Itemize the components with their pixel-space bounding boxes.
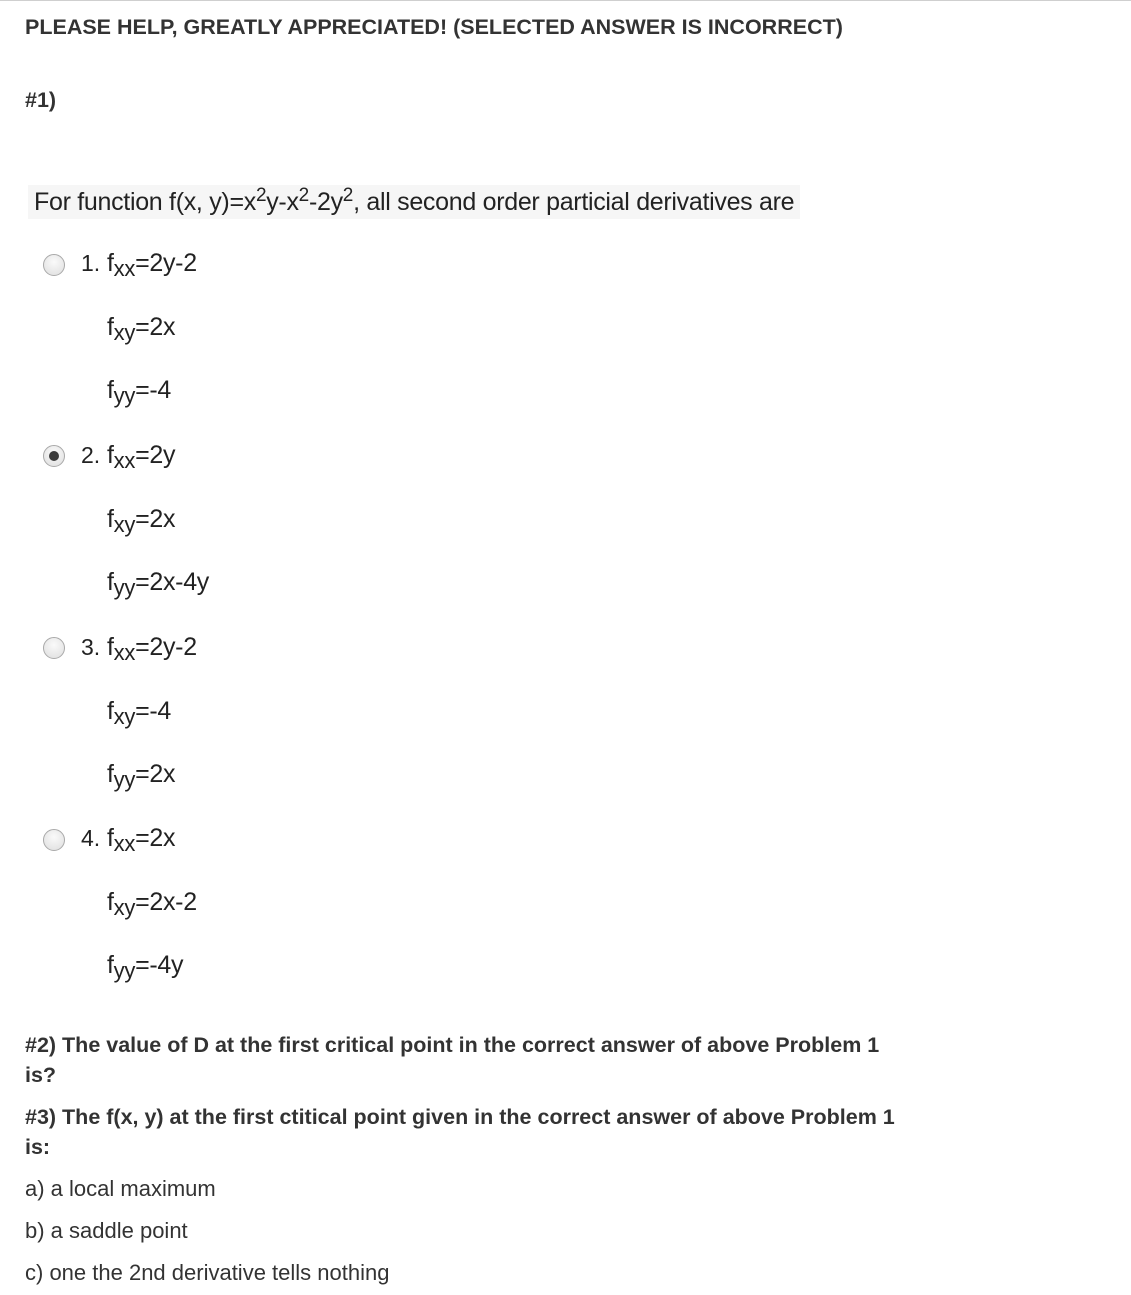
option-4-fxy: $f_{xy}=2x-2$: [107, 888, 197, 920]
option-4-fxx: $f_{xx}=2x$: [107, 824, 176, 856]
option-3-radio[interactable]: [43, 637, 65, 659]
option-1-fxx: $f_{xx}=2y-2$: [107, 249, 197, 281]
top-divider: [0, 0, 1131, 1]
question-1-text: For function f(x, $y)=x^2y-x^2-2y^2$, all second order particial derivatives are: [28, 185, 800, 219]
question-2-text: #2) The value of D at the first critical point in the correct answer of above Problem 1 is?: [25, 1033, 880, 1087]
option-1-fxy: $f_{xy}=2x$: [107, 313, 176, 345]
page-title: PLEASE HELP, GREATLY APPRECIATED! (SELECTED ANSWER IS INCORRECT): [25, 15, 843, 39]
question-3-choice-a: a) a local maximum: [25, 1176, 216, 1201]
option-2-number: 2.: [81, 442, 101, 468]
option-3-fxx: $f_{xx}=2y-2$: [107, 633, 197, 665]
question-3-text: #3) The f(x, y) at the first ctitical point given in the correct answer of above Problem 1 is:: [25, 1105, 895, 1159]
option-3-fxy: $f_{xy}=-4$: [107, 697, 171, 729]
option-1-number: 1.: [81, 250, 101, 276]
option-4-fyy: $f_{yy}=-4y$: [107, 951, 184, 983]
question-3-choice-b: b) a saddle point: [25, 1218, 188, 1243]
option-4-number: 4.: [81, 825, 101, 851]
option-1-radio[interactable]: [43, 254, 65, 276]
option-3-number: 3.: [81, 634, 101, 660]
option-2-fxx: $f_{xx}=2y$: [107, 441, 176, 473]
question-1-label: #1): [25, 88, 57, 112]
option-2-fyy: $f_{yy}=2x-4y$: [107, 568, 209, 600]
option-2-fxy: $f_{xy}=2x$: [107, 505, 176, 537]
option-2-radio[interactable]: [43, 445, 65, 467]
option-3-fyy: $f_{yy}=2x$: [107, 760, 176, 792]
option-4-radio[interactable]: [43, 829, 65, 851]
option-1-fyy: $f_{yy}=-4$: [107, 376, 171, 408]
question-3-choice-c: c) one the 2nd derivative tells nothing: [25, 1260, 390, 1285]
